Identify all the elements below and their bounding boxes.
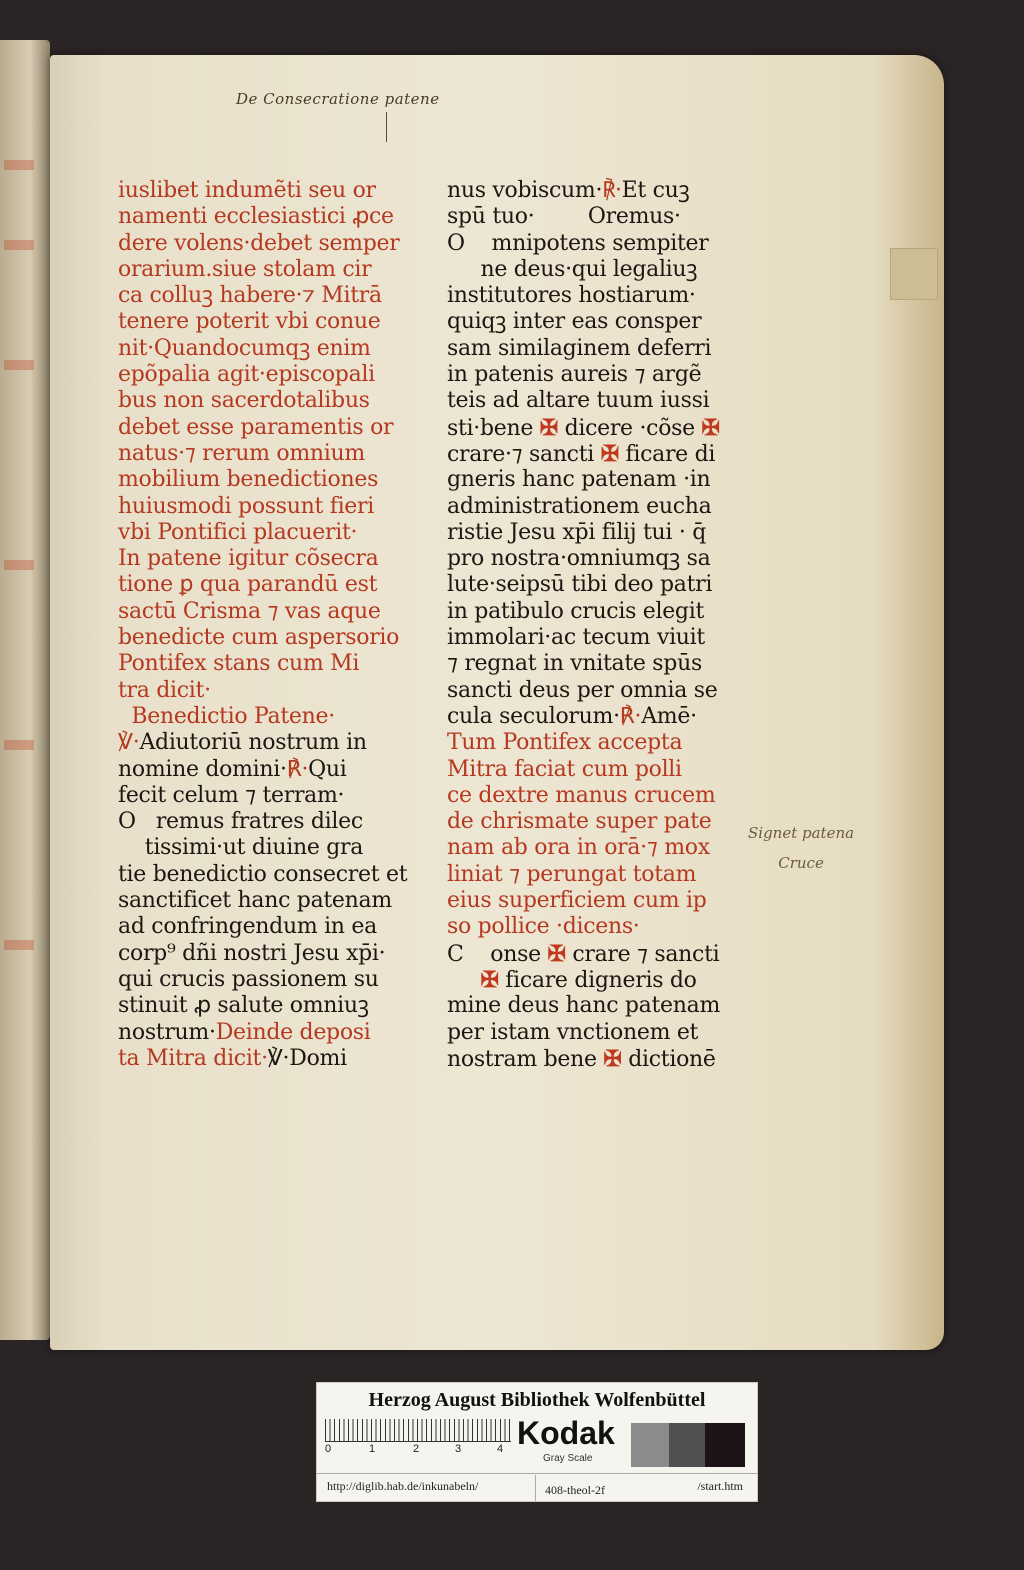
- text-line: [447, 704, 720, 730]
- text-line: [447, 520, 720, 546]
- text-line: [118, 283, 407, 309]
- text-segment: nit·Quandocumqꝫ enim: [118, 335, 371, 361]
- text-line: [118, 914, 407, 940]
- text-segment: ⁊ regnat in vnitate spūs: [447, 651, 702, 677]
- text-segment: Et cuꝫ: [621, 178, 690, 203]
- text-line: [447, 231, 720, 257]
- text-segment: ca colluꝫ habere·⁊ Mitrā: [118, 283, 382, 309]
- text-line: [447, 204, 720, 230]
- text-line: [447, 730, 720, 756]
- text-segment: sanctificet hanc patenam: [118, 888, 392, 914]
- text-segment: huiusmodi possunt fieri: [118, 493, 374, 519]
- text-line: [118, 336, 407, 362]
- text-line: [118, 888, 407, 914]
- cross-icon: ✠: [480, 966, 499, 993]
- text-line: [118, 783, 407, 809]
- text-line: [118, 730, 407, 756]
- text-line: [118, 257, 407, 283]
- text-segment: mine deus hanc patenam: [447, 993, 721, 1019]
- text-line: [118, 231, 407, 257]
- text-line: [447, 651, 720, 677]
- start-page-url: /start.htm: [697, 1479, 743, 1493]
- cross-icon: ✠: [701, 414, 720, 441]
- cross-icon: ✠: [547, 940, 566, 967]
- text-segment: sancti deus per omnia se: [447, 677, 718, 703]
- text-segment: ristie Jesu xp̄i filij tui · q̄: [447, 519, 707, 545]
- text-segment: Adiutoriū nostrum in: [139, 730, 367, 756]
- text-segment: C onse: [447, 941, 548, 967]
- text-segment: teis ad altare tuum iussi: [447, 388, 710, 414]
- right-text-column: [447, 178, 720, 1072]
- text-line: [118, 704, 407, 730]
- text-segment: fecit celum ⁊ terram·: [118, 782, 345, 808]
- library-url: http://diglib.hab.de/inkunabeln/: [327, 1479, 479, 1493]
- library-label-card: [316, 1382, 758, 1502]
- text-line: [118, 862, 407, 888]
- text-segment: Qui: [308, 756, 347, 782]
- text-line: [447, 546, 720, 572]
- text-segment: tione ꝑ qua parandū est: [118, 572, 378, 598]
- text-line: [118, 599, 407, 625]
- text-line: [447, 914, 720, 940]
- text-segment: de chrismate super pate: [447, 809, 712, 835]
- text-segment: ad confringendum in ea: [118, 914, 377, 940]
- left-text-column: [118, 178, 407, 1072]
- text-line: [118, 967, 407, 993]
- text-segment: O remus fratres dilec: [118, 809, 363, 835]
- text-line: [118, 941, 407, 967]
- text-segment: ℟·: [286, 756, 309, 782]
- text-segment: natus·⁊ rerum omnium: [118, 440, 365, 466]
- text-segment: O mnipotens sempiter: [447, 230, 709, 256]
- text-segment: qui crucis passionem su: [118, 966, 379, 992]
- text-segment: dere volens·debet semper: [118, 230, 400, 256]
- text-segment: ℟·: [619, 703, 642, 729]
- text-line: [447, 941, 720, 967]
- text-segment: vbi Pontifici placuerit·: [118, 519, 358, 545]
- measurement-ruler: [325, 1419, 511, 1442]
- text-segment: ta Mitra dicit·: [118, 1045, 268, 1071]
- text-segment: nam ab ora in orā·⁊ mox: [447, 835, 710, 861]
- text-segment: Amē·: [641, 703, 697, 729]
- cross-icon: ✠: [539, 414, 558, 441]
- text-segment: orarium.siue stolam cir: [118, 256, 372, 282]
- text-line: [447, 336, 720, 362]
- text-line: [118, 467, 407, 493]
- text-line: [447, 809, 720, 835]
- text-line: [118, 1020, 407, 1046]
- text-segment: spū tuo· Oremus·: [447, 204, 681, 230]
- text-line: [118, 520, 407, 546]
- text-line: [447, 888, 720, 914]
- text-line: [118, 625, 407, 651]
- text-segment: mobilium benedictiones: [118, 467, 379, 493]
- text-line: [447, 625, 720, 651]
- text-segment: immolari·ac tecum viuit: [447, 625, 705, 651]
- text-line: [447, 309, 720, 335]
- text-segment: gneris hanc patenam ·in: [447, 467, 711, 493]
- text-segment: nostrum·: [118, 1019, 216, 1045]
- text-line: [118, 572, 407, 598]
- text-line: [447, 1020, 720, 1046]
- text-line: [447, 572, 720, 598]
- text-segment: iuslibet indumẽti seu or: [118, 178, 376, 203]
- label-divider: [317, 1473, 757, 1474]
- text-line: [118, 362, 407, 388]
- ruler-number: 4: [497, 1443, 504, 1455]
- library-name: Herzog August Bibliothek Wolfenbüttel: [368, 1389, 706, 1411]
- text-segment: ficare di: [618, 441, 716, 467]
- ruler-numbers: [325, 1443, 511, 1457]
- text-line: [118, 178, 407, 204]
- text-line: [118, 388, 407, 414]
- text-segment: administrationem eucha: [447, 493, 712, 519]
- text-segment: namenti ecclesiastici ꝓce: [118, 204, 394, 230]
- text-segment: institutores hostiarum·: [447, 283, 696, 309]
- text-segment: sactū Crisma ⁊ vas aque: [118, 598, 381, 624]
- text-segment: epõpalia agit·episcopali: [118, 362, 375, 388]
- text-line: [447, 283, 720, 309]
- text-segment: Mitra faciat cum polli: [447, 756, 682, 782]
- text-line: [447, 1046, 720, 1072]
- text-segment: Deinde deposi: [215, 1019, 371, 1045]
- ruler-number: 1: [369, 1443, 376, 1455]
- kodak-logo: Kodak: [517, 1415, 615, 1451]
- text-line: [118, 415, 407, 441]
- text-line: [447, 467, 720, 493]
- text-line: [447, 835, 720, 861]
- text-line: [118, 651, 407, 677]
- text-line: [447, 178, 720, 204]
- text-segment: ℟·: [602, 178, 622, 203]
- text-segment: ℣·Domi: [267, 1045, 347, 1071]
- text-line: [447, 757, 720, 783]
- text-line: [447, 862, 720, 888]
- text-segment: cula seculorum·: [447, 703, 620, 729]
- ruler-number: 3: [455, 1443, 462, 1455]
- margin-annotation: [748, 818, 854, 878]
- text-line: [447, 783, 720, 809]
- text-line: [447, 678, 720, 704]
- text-segment: sti·bene: [447, 415, 540, 441]
- url-separator: [535, 1475, 536, 1501]
- text-segment: in patenis aureis ⁊ argẽ: [447, 362, 702, 388]
- text-segment: sam similaginem deferri: [447, 335, 712, 361]
- text-segment: benedicte cum aspersorio: [118, 625, 400, 651]
- margin-annotation-line: Cruce: [778, 854, 824, 872]
- text-line: [118, 309, 407, 335]
- ruler-number: 0: [325, 1443, 332, 1455]
- text-line: [447, 257, 720, 283]
- text-segment: corp⁹ dñi nostri Jesu xp̄i·: [118, 940, 386, 966]
- text-segment: crare·⁊ sancti: [447, 441, 601, 467]
- header-annotation: [236, 90, 440, 108]
- text-line: [447, 415, 720, 441]
- text-line: [118, 494, 407, 520]
- text-line: [447, 441, 720, 467]
- cross-icon: ✠: [600, 440, 619, 467]
- text-line: [447, 993, 720, 1019]
- text-segment: ℣·: [118, 730, 140, 756]
- text-line: [447, 967, 720, 993]
- text-segment: in patibulo crucis elegit: [447, 598, 704, 624]
- text-line: [118, 204, 407, 230]
- gray-swatch-mid: [669, 1423, 705, 1467]
- text-line: [447, 599, 720, 625]
- text-segment: tenere poterit vbi conue: [118, 309, 381, 335]
- text-line: [118, 809, 407, 835]
- text-segment: Tum Pontifex accepta: [447, 730, 683, 756]
- text-segment: per istam vnctionem et: [447, 1019, 699, 1045]
- cross-icon: ✠: [603, 1045, 622, 1072]
- text-segment: quiqꝫ inter eas consper: [447, 309, 702, 335]
- text-line: [447, 362, 720, 388]
- text-segment: nus vobiscum·: [447, 178, 603, 203]
- text-line: [447, 388, 720, 414]
- text-segment: tie benedictio consecret et: [118, 861, 408, 887]
- text-line: [118, 993, 407, 1019]
- text-segment: ce dextre manus crucem: [447, 782, 716, 808]
- text-line: [118, 546, 407, 572]
- text-segment: nomine domini·: [118, 756, 287, 782]
- text-line: [118, 835, 407, 861]
- text-segment: bus non sacerdotalibus: [118, 388, 370, 414]
- text-segment: eius superficiem cum ip: [447, 888, 707, 914]
- text-segment: tra dicit·: [118, 677, 211, 703]
- text-segment: ne deus·qui legaliuꝫ: [447, 256, 698, 282]
- text-segment: ficare digneris do: [498, 967, 697, 993]
- text-segment: lute·seipsū tibi deo patri: [447, 572, 713, 598]
- text-segment: tissimi·ut diuine gra: [118, 835, 364, 861]
- text-line: [118, 441, 407, 467]
- text-segment: dictionē: [621, 1046, 716, 1072]
- text-segment: crare ⁊ sancti: [565, 941, 720, 967]
- text-line: [118, 757, 407, 783]
- text-segment: Benedictio Patene·: [118, 703, 335, 729]
- shelfmark: 408-theol-2f: [545, 1483, 605, 1497]
- text-line: [447, 494, 720, 520]
- facing-page-edge: [0, 40, 50, 1340]
- text-segment: pro nostra·omniumqꝫ sa: [447, 546, 711, 572]
- text-segment: debet esse paramentis or: [118, 414, 394, 440]
- text-segment: stinuit ꝓ salute omniuꝫ: [118, 993, 369, 1019]
- gray-swatch-dark: [705, 1423, 745, 1467]
- text-segment: [447, 968, 480, 993]
- header-annotation-text: De Consecratione patene: [236, 90, 440, 108]
- text-segment: nostram bene: [447, 1046, 604, 1072]
- page-tab-marker: [890, 248, 938, 300]
- text-segment: liniat ⁊ perungat totam: [447, 861, 697, 887]
- text-line: [118, 678, 407, 704]
- text-segment: dicere ·cõse: [557, 415, 702, 441]
- text-line: [118, 1046, 407, 1072]
- text-segment: so pollice ·dicens·: [447, 914, 640, 940]
- ruler-number: 2: [413, 1443, 420, 1455]
- text-segment: Pontifex stans cum Mi: [118, 651, 360, 677]
- text-segment: In patene igitur cõsecra: [118, 546, 379, 572]
- gray-swatch-light: [631, 1423, 669, 1467]
- margin-annotation-line: Signet patena: [748, 824, 855, 842]
- gray-scale-label: Gray Scale: [543, 1453, 593, 1464]
